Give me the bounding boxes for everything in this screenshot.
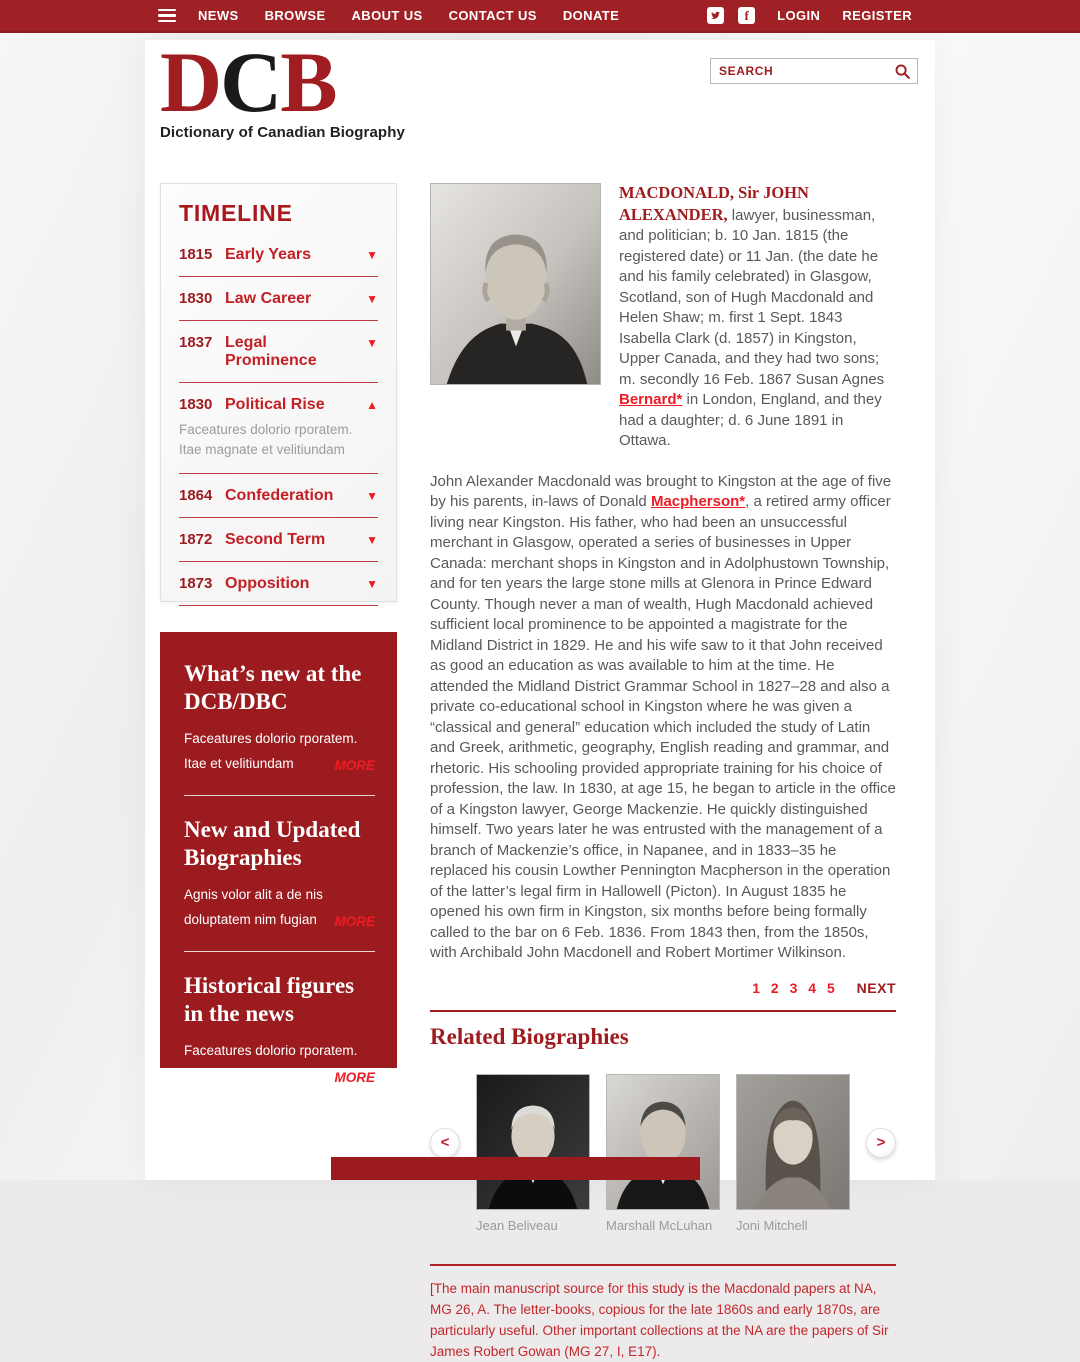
footer-bar bbox=[331, 1157, 700, 1180]
timeline-item-opposition[interactable]: 1873 Opposition ▼ bbox=[179, 562, 378, 606]
page-5-link[interactable]: 5 bbox=[826, 979, 835, 996]
nav-left-group bbox=[158, 8, 645, 23]
more-link[interactable]: MORE bbox=[334, 914, 375, 930]
beliveau-photo bbox=[476, 1074, 590, 1210]
historical-figures-section bbox=[184, 972, 375, 1089]
logo-tagline: Dictionary of Canadian Biography bbox=[160, 124, 405, 141]
chevron-left-icon: < bbox=[440, 1134, 450, 1151]
mcluhan-photo bbox=[606, 1074, 720, 1210]
whats-new-text: Faceatures dolorio rporatem. Itae et velitiundam bbox=[184, 731, 358, 772]
page-1-link[interactable]: 1 bbox=[752, 979, 761, 996]
whats-new-section bbox=[184, 660, 375, 777]
timeline-title: TIMELINE bbox=[179, 200, 293, 226]
macpherson-link[interactable]: Macpherson* bbox=[650, 493, 746, 510]
timeline-item-early-years[interactable]: 1815 Early Years ▼ bbox=[179, 233, 378, 277]
person-name: MACDONALD, Sir JOHN ALEXANDER, bbox=[619, 183, 809, 224]
section-divider bbox=[430, 1010, 896, 1012]
page-3-link[interactable]: 3 bbox=[789, 979, 798, 996]
carousel-prev-button[interactable] bbox=[430, 1128, 460, 1158]
timeline-item-political-rise[interactable]: 1830 Political Rise ▲ Faceatures dolorio rporatem. Itae magnate et velitiundam bbox=[179, 383, 378, 474]
timeline-item-legal-prominence[interactable]: 1837 Legal Prominence ▼ bbox=[179, 321, 378, 383]
triangle-down-icon: ▼ bbox=[366, 336, 378, 350]
chevron-right-icon: > bbox=[876, 1134, 886, 1151]
historical-figures-heading: Historical figures in the news bbox=[184, 973, 355, 1026]
triangle-down-icon: ▼ bbox=[366, 532, 378, 547]
site-logo[interactable] bbox=[160, 34, 405, 141]
new-updated-section bbox=[184, 816, 375, 933]
bernard-link[interactable]: Bernard* bbox=[619, 391, 683, 408]
related-person-mitchell[interactable] bbox=[736, 1074, 850, 1233]
whats-new-panel bbox=[160, 632, 397, 1086]
article-lead-row bbox=[430, 183, 896, 452]
timeline-item-confederation[interactable]: 1864 Confederation ▼ bbox=[179, 474, 378, 518]
timeline-item-second-term[interactable]: 1872 Second Term ▼ bbox=[179, 518, 378, 562]
more-link[interactable]: MORE bbox=[334, 758, 375, 774]
nav-item-news[interactable]: NEWS bbox=[198, 8, 239, 23]
panel-divider bbox=[184, 795, 375, 796]
beliveau-caption: Jean Beliveau bbox=[476, 1217, 558, 1233]
mcluhan-caption: Marshall McLuhan bbox=[606, 1217, 713, 1233]
nav-item-about-us[interactable]: ABOUT US bbox=[351, 8, 423, 23]
twitter-icon[interactable] bbox=[707, 7, 724, 24]
triangle-down-icon: ▼ bbox=[366, 576, 378, 591]
triangle-down-icon: ▼ bbox=[366, 488, 378, 503]
related-biographies-title: Related Biographies bbox=[430, 1023, 629, 1049]
search-box bbox=[710, 58, 918, 84]
facebook-icon[interactable]: f bbox=[738, 7, 755, 24]
new-updated-text: Agnis volor alit a de nis doluptatem nim fugian bbox=[184, 887, 323, 928]
mitchell-photo bbox=[736, 1074, 850, 1210]
whats-new-heading: What’s new at the DCB/DBC bbox=[184, 661, 362, 714]
timeline-item-law-career[interactable]: 1830 Law Career ▼ bbox=[179, 277, 378, 321]
nav-item-donate[interactable]: DONATE bbox=[562, 8, 620, 23]
next-page-link[interactable]: NEXT bbox=[856, 979, 896, 996]
article-lead-paragraph: MACDONALD, Sir JOHN ALEXANDER, lawyer, businessman, and politician; b. 10 Jan. 1815 (the registered date) or 11 Jan. (the date he and his family celebrated) in Glasgow, Scotland, son of Hugh Macdonald and Helen Shaw; m. first 1 Sept. 1843 Isabella Clark (d. 1857) in Kingston, Upper Canada, and they had two sons; m. secondly 16 Feb. 1867 Susan Agnes Bernard* in London, England, and they had a daughter; d. 6 June 1891 in Ottawa. bbox=[619, 183, 885, 449]
related-person-beliveau[interactable] bbox=[476, 1074, 590, 1233]
triangle-down-icon: ▼ bbox=[366, 292, 378, 306]
source-note: [The main manuscript source for this study is the Macdonald papers at NA, MG 26, A. The letter-books, copious for the late 1860s and early 1870s, are particularly useful. Other important collections at the NA are the papers of Sir James Robert Gowan (MG 27, I, E17). bbox=[430, 1280, 889, 1359]
carousel-next-button[interactable] bbox=[866, 1128, 896, 1158]
triangle-up-icon: ▲ bbox=[366, 398, 378, 412]
search-input[interactable] bbox=[711, 59, 887, 83]
timeline-panel bbox=[160, 183, 397, 602]
search-icon[interactable] bbox=[887, 59, 917, 83]
nav-item-browse[interactable]: BROWSE bbox=[264, 8, 326, 23]
article-body-paragraph: John Alexander Macdonald was brought to Kingston at the age of five by his parents, in-laws of Donald Macpherson*, a retired army officer living near Kingston. His father, who had been an unsuccessful merchant in Glasgow, operated a series of businesses in Upper Canada: merchant shops in Kingston and in Adolphustown Township, and for ten years the large stone mills at Glenora in Prince Edward County. Though never a man of wealth, Hugh Macdonald achieved sufficient local prominence to be appointed a magistrate for the Midland District in 1829. He and his wife saw to it that John received as good an education as was available to him at the time. He attended the Midland District Grammar School in 1827–28 and also a private co-educational school in Kingston where he was given a “classical and general” education which included the study of Latin and Greek, arithmetic, geography, English reading and grammar, and rhetoric. His schooling provided appropriate training for his choice of profession, the law. In 1830, at age 15, he began to article in the office of a Kingston lawyer, George Mackenzie. He quickly distinguished himself. Two years later he was entrusted with the management of a branch of Mackenzie’s office, in Napanee, and in 1833–35 he replaced his cousin Lowther Pennington Macpherson in the operation of the latter’s legal firm in Hallowell (Picton). In August 1835 he opened his own firm in Kingston, six months before being formally called to the bar on 6 Feb. 1836. From 1843 then, from the 1850s, with Archibald John Macdonell and Robert Mortimer Wilkinson. bbox=[430, 472, 896, 961]
page-2-link[interactable]: 2 bbox=[770, 979, 779, 996]
nav-item-contact-us[interactable]: CONTACT US bbox=[448, 8, 537, 23]
register-link[interactable]: REGISTER bbox=[842, 8, 912, 23]
more-link[interactable]: MORE bbox=[334, 1070, 375, 1086]
top-navigation-bar bbox=[0, 0, 1080, 33]
biography-article bbox=[430, 183, 896, 1362]
historical-figures-text: Faceatures dolorio rporatem. Itae et velitiundam bbox=[184, 1043, 358, 1084]
mitchell-caption: Joni Mitchell bbox=[736, 1217, 808, 1233]
macdonald-portrait-photo bbox=[430, 183, 601, 385]
triangle-down-icon: ▼ bbox=[366, 248, 378, 262]
timeline-item-detail: Faceatures dolorio rporatem. Itae magnate et velitiundam bbox=[179, 422, 353, 458]
page-4-link[interactable]: 4 bbox=[808, 979, 817, 996]
source-divider bbox=[430, 1264, 896, 1266]
logo-dcb: DCB bbox=[160, 34, 336, 130]
carousel-thumbnails bbox=[430, 1074, 896, 1233]
new-updated-heading: New and Updated Biographies bbox=[184, 817, 361, 870]
related-carousel bbox=[430, 1074, 896, 1238]
panel-divider bbox=[184, 951, 375, 952]
hamburger-menu-icon[interactable] bbox=[158, 9, 176, 23]
related-person-mcluhan[interactable] bbox=[606, 1074, 720, 1233]
nav-right-group bbox=[693, 7, 912, 24]
pagination bbox=[430, 980, 896, 996]
login-link[interactable]: LOGIN bbox=[777, 8, 821, 23]
